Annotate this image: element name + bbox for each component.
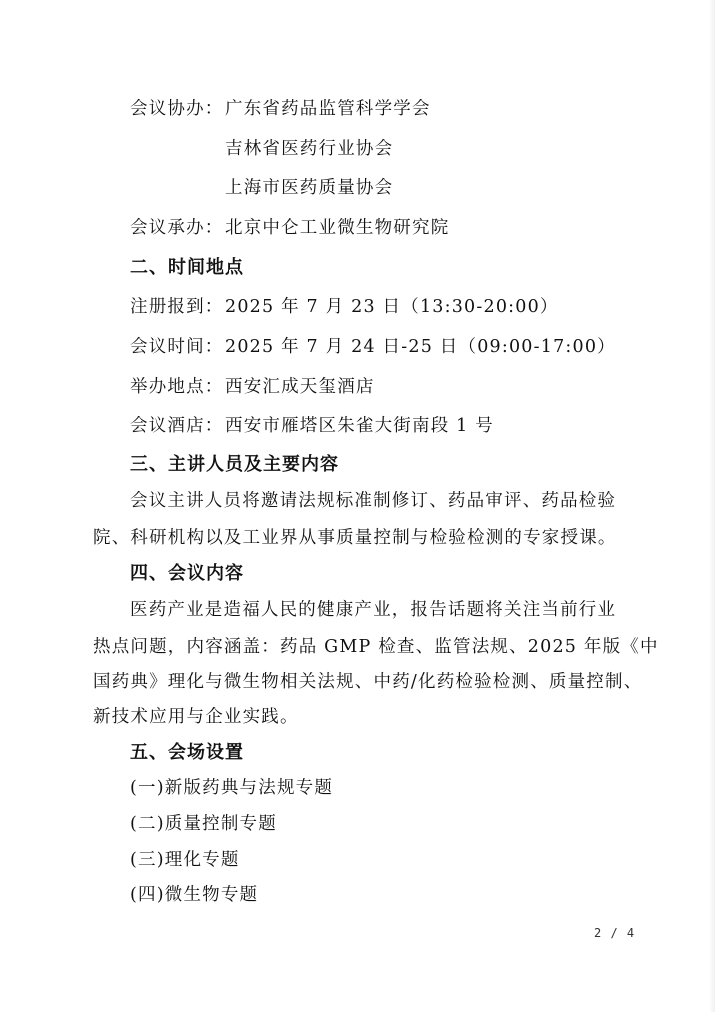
section-2-heading: 二、时间地点	[130, 257, 244, 278]
section-3-text-2: 院、科研机构以及工业界从事质量控制与检验检测的专家授课。	[93, 528, 617, 548]
venue-setting-text-2: (二)质量控制专题	[130, 814, 277, 834]
co-organizer-label: 会议协办：	[130, 99, 224, 119]
co-organizer-3: 上海市医药质量协会	[225, 178, 394, 198]
section-4-text-4: 新技术应用与企业实践。	[93, 707, 299, 727]
venue-setting-text-3: (三)理化专题	[130, 850, 240, 870]
section-4-text-2: 热点问题，内容涵盖：药品 GMP 检查、监管法规、2025 年版《中	[93, 637, 659, 657]
page-number: 2 / 4	[594, 926, 636, 940]
co-organizer-2: 吉林省医药行业协会	[225, 139, 394, 159]
meeting-time-label: 会议时间：	[130, 337, 224, 357]
venue-setting-text-4: (四)微生物专题	[130, 885, 259, 905]
meeting-time-value: 2025 年 7 月 24 日-25 日（09:00-17:00）	[225, 337, 616, 357]
page-edge-shadow	[709, 0, 715, 1012]
hotel-label: 会议酒店：	[130, 416, 224, 436]
host-label: 会议承办：	[130, 218, 224, 238]
section-4-text-1: 医药产业是造福人民的健康产业，报告话题将关注当前行业	[130, 600, 617, 620]
hotel-value: 西安市雁塔区朱雀大街南段 1 号	[225, 416, 494, 436]
section-3-text-1: 会议主讲人员将邀请法规标准制修订、药品审评、药品检验	[130, 491, 617, 511]
co-organizer-1: 广东省药品监管科学学会	[225, 99, 431, 119]
host-value: 北京中仑工业微生物研究院	[225, 218, 450, 238]
registration-value: 2025 年 7 月 23 日（13:30-20:00）	[225, 297, 559, 317]
registration-label: 注册报到：	[130, 297, 224, 317]
venue-value: 西安汇成天玺酒店	[225, 377, 375, 397]
venue-setting-text-1: (一)新版药典与法规专题	[130, 778, 334, 798]
section-5-heading: 五、会场设置	[130, 742, 244, 763]
section-3-heading: 三、主讲人员及主要内容	[130, 454, 339, 475]
section-4-heading: 四、会议内容	[130, 563, 244, 584]
venue-label: 举办地点：	[130, 377, 224, 397]
section-4-text-3: 国药典》理化与微生物相关法规、中药/化药检验检测、质量控制、	[93, 672, 643, 692]
